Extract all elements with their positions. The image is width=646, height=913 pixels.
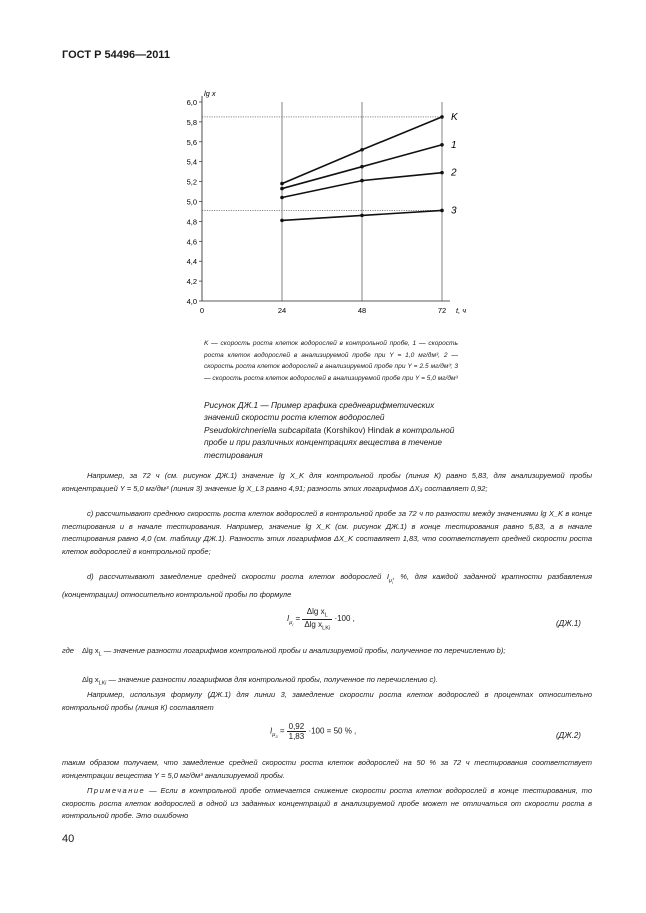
paragraph-d-start: d) рассчитывают замедление средней скорости роста клеток водорослей: [87, 572, 382, 581]
y-tick-label: 5,4: [186, 157, 197, 167]
data-point-1: [360, 165, 364, 169]
document-header: ГОСТ Р 54496—2011: [62, 49, 170, 61]
y-axis-label: lg x: [204, 89, 216, 98]
caption-author: (Korshikov) Hindak: [323, 424, 394, 435]
y-tick-label: 4,2: [186, 277, 197, 287]
formula1-number: (ДЖ.1): [556, 619, 581, 628]
where2-text: — значение разности логарифмов для контрольной пробы, полученное по перечислению c).: [108, 675, 438, 684]
chart-legend: K — скорость роста клеток водорослей в контрольной пробе, 1 — скорость роста клеток водорослей в анализируемой пробе при Y = 1,0 мг/дм³, 2 — скорость роста клеток водорослей в анализируемой пробе при Y = 2.5 мг/дм³; 3 — скорость роста клеток водорослей в анализируемой пробе при Y = 5,0 мг/дм³: [204, 340, 458, 382]
y-tick-label: 4,0: [186, 297, 197, 306]
data-point-K: [360, 148, 364, 152]
y-tick-label: 6,0: [186, 98, 197, 107]
series-label-2: 2: [451, 167, 457, 179]
note-label: Примечание: [87, 786, 146, 795]
formula1-factor: ·100 ,: [334, 614, 355, 624]
y-tick-label: 4,8: [186, 217, 197, 227]
y-tick-label: 5,2: [186, 177, 197, 187]
formula2-numerator: 0,92: [288, 722, 305, 731]
note-paragraph: [62, 785, 592, 823]
data-point-K: [280, 182, 284, 186]
formula1-numerator: Δlg x: [306, 607, 325, 616]
paragraph-example-72h: Например, за 72 ч (см. рисунок ДЖ.1) значение lg X_K для контрольной пробы (линия К) равно 5,83, для анализируемой пробы концентрацией Y = 5,0 мг/дм³ (линия 3) значение lg X_L3 равно 4,91; разность этих логарифмов ΔX₃ составляет 0,92;: [62, 471, 592, 493]
formula2-fraction: [287, 722, 307, 741]
formula1-den-sub: LKi: [322, 625, 331, 632]
y-tick-label: 4,4: [186, 257, 197, 267]
data-point-1: [440, 143, 444, 147]
formula2-lhs: I: [270, 726, 273, 736]
y-tick-label: 5,8: [186, 117, 197, 127]
where1-symbol: Δlg x: [82, 646, 99, 655]
formula2-number: (ДЖ.2): [556, 731, 581, 740]
y-tick-label: 5,6: [186, 137, 197, 147]
series-label-1: 1: [451, 139, 457, 151]
y-tick-label: 5,0: [186, 197, 197, 207]
data-point-3: [440, 209, 444, 213]
where-item-2: [82, 674, 592, 690]
x-tick-label: 24: [277, 306, 287, 315]
growth-rate-chart: [170, 82, 470, 327]
data-point-1: [280, 187, 284, 191]
caption-part-2: в контрольной пробе и при различных концентрациях вещества в течение тестирования: [204, 424, 455, 460]
data-point-3: [280, 219, 284, 223]
where1-symbol-sub: L: [98, 651, 102, 658]
page-number: 40: [62, 833, 75, 845]
data-point-3: [360, 214, 364, 218]
where2-symbol: Δlg x: [82, 675, 99, 684]
x-tick-label: 0: [199, 306, 205, 315]
formula1-fraction: [302, 607, 332, 631]
paragraph-c: c) рассчитывают среднюю скорость роста клеток водорослей в контрольной пробе за 72 ч по разности между значениями lg X_K в конце тестирования и в начале тестирования. Например, значение lg X_K (см. рисунок ДЖ.1) в конце тестирования равно 5,83, а в начале тестирования равно 4,0 (см. таблицу ДЖ.1). Разность этих логарифмов ΔX_K составляет 1,83, что соответствует средней скорости роста клеток водорослей в контрольной пробе;: [62, 509, 592, 556]
where1-text: — значение разности логарифмов контрольной пробы и анализируемой пробы, полученное по перечислению b);: [103, 646, 506, 655]
formula2-rest: ·100 = 50 % ,: [308, 726, 357, 736]
x-tick-label: 72: [437, 306, 447, 315]
where-label: где: [62, 646, 74, 655]
paragraph-d: d) рассчитывают замедление средней скорости роста клеток водорослей $I_{\mu_i}$, %, для каждой заданной кратности разбавления (концентрации) относительно контрольной пробы по формуле: [62, 572, 592, 600]
series-label-3: 3: [451, 205, 457, 217]
note-text: — Если в контрольной пробе отмечается снижение скорости роста клеток водорослей в конце тестирования, то скорость роста клеток водорослей в одной из заданных концентраций в анализируемой пробе может не отличаться от скорости роста в контрольной пробе. Это ошибочно: [62, 786, 592, 821]
paragraph-d-end: , %, для каждой заданной кратности разбавления (концентрации) относительно контрольной пробы по формуле: [62, 572, 592, 600]
formula1-denominator: Δlg x: [304, 619, 323, 629]
data-point-K: [440, 115, 444, 119]
data-point-2: [360, 179, 364, 183]
formula1-lhs: I: [287, 614, 290, 624]
formula2-denominator: 1,83: [288, 732, 305, 741]
x-axis-label: t, ч: [456, 306, 467, 315]
formula1-num-sub: L: [324, 612, 328, 619]
where2-symbol-sub: LKi: [98, 680, 107, 687]
caption-part-1: Рисунок ДЖ.1 — Пример графика среднеарифметических значений скорости роста клеток водорослей Pseudokirchneriella subcapitata: [204, 400, 435, 435]
series-label-K: K: [451, 111, 458, 123]
figure-caption: [204, 399, 458, 461]
paragraph-conclusion: таким образом получаем, что замедление средней скорости роста клеток водорослей на 50 % за 72 ч тестирования соответствует концентрации вещества Y = 5,0 мг/дм³ анализируемой пробы.: [62, 758, 592, 780]
where-item-1: [82, 645, 592, 661]
x-tick-label: 48: [357, 306, 367, 315]
formula-dzh2: $I_{\mu_3}$ = $\frac{0,92}{1,83}$ ·100 = 50 % ,: [270, 722, 357, 741]
paragraph-example-line3: Например, используя формулу (ДЖ.1) для линии 3, замедление скорости роста клеток водорослей в процентах относительно контрольной пробы (линия К) составляет: [62, 690, 592, 712]
formula-dzh1: $I_{\mu_i}$ = $\frac{\Delta\lg x_L}{\Delta\lg x_{LKi}}$ ·100 ,: [287, 607, 355, 632]
y-tick-label: 4,6: [186, 237, 197, 247]
data-point-2: [440, 171, 444, 175]
data-point-2: [280, 196, 284, 200]
